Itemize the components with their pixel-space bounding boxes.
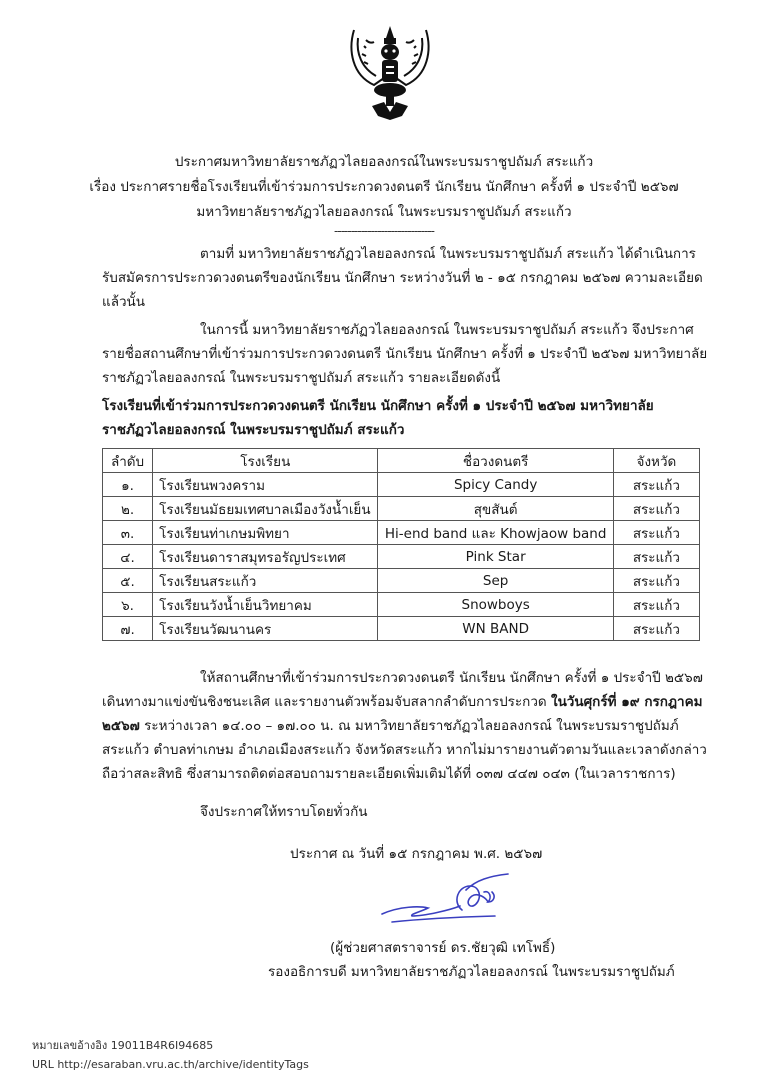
row-band: WN BAND <box>378 617 613 641</box>
row-band: Sep <box>378 569 613 593</box>
row-school: โรงเรียนมัธยมเทศบาลเมืองวังน้ำเย็น <box>153 497 378 521</box>
row-school: โรงเรียนวัฒนานคร <box>153 617 378 641</box>
row-order: ๒. <box>103 497 153 521</box>
row-province: สระแก้ว <box>613 497 699 521</box>
row-band: Pink Star <box>378 545 613 569</box>
table-title-line-2: ราชภัฏวไลยอลงกรณ์ ในพระบรมราชูปถัมภ์ สระแก้ว <box>102 422 405 438</box>
header-order: ลำดับ <box>103 449 153 473</box>
event-date-bold: ในวันศุกร์ที่ ๑๙ กรกฎาคม <box>550 694 703 710</box>
instructions-line-1: ให้สถานศึกษาที่เข้าร่วมการประกวดวงดนตรี นักเรียน นักศึกษา ครั้งที่ ๑ ประจำปี ๒๕๖๗ <box>200 670 703 686</box>
row-school: โรงเรียนดาราสมุทรอรัญประเทศ <box>153 545 378 569</box>
table-header-row <box>103 449 700 473</box>
row-band: Snowboys <box>378 593 613 617</box>
signature-icon <box>380 872 520 927</box>
school-band-table <box>102 448 700 641</box>
paragraph-2-line-3: ราชภัฏวไลยอลงกรณ์ ในพระบรมราชูปถัมภ์ สระแก้ว รายละเอียดดังนี้ <box>102 370 501 386</box>
row-band: Hi-end band และ Khowjaow band <box>378 521 613 545</box>
table-row <box>103 569 700 593</box>
paragraph-1-line-1: ตามที่ มหาวิทยาลัยราชภัฏวไลยอลงกรณ์ ในพระบรมราชูปถัมภ์ สระแก้ว ได้ดำเนินการ <box>200 246 696 262</box>
row-province: สระแก้ว <box>613 617 699 641</box>
table-row <box>103 593 700 617</box>
reference-number: หมายเลขอ้างอิง 19011B4R6I94685 <box>32 1039 214 1052</box>
instructions-line-2 <box>102 690 703 712</box>
row-band: สุขสันต์ <box>378 497 613 521</box>
instructions-line-5: ถือว่าสละสิทธิ ซึ่งสามารถติดต่อสอบถามรายละเอียดเพิ่มเติมได้ที่ ๐๓๗ ๔๔๗ ๐๔๓ (ในเวลาราชการ) <box>102 766 676 782</box>
garuda-emblem-icon <box>344 20 436 122</box>
instructions-line-3 <box>102 714 679 736</box>
instructions-line-4: สระแก้ว ตำบลท่าเกษม อำเภอเมืองสระแก้ว จังหวัดสระแก้ว หากไม่มารายงานตัวตามวันและเวลาดังกล่าว <box>102 742 707 758</box>
announcement-date: ประกาศ ณ วันที่ ๑๕ กรกฎาคม พ.ศ. ๒๕๖๗ <box>290 846 543 862</box>
row-school: โรงเรียนท่าเกษมพิทยา <box>153 521 378 545</box>
row-province: สระแก้ว <box>613 545 699 569</box>
row-band: Spicy Candy <box>378 473 613 497</box>
table-row <box>103 617 700 641</box>
paragraph-2-line-2: รายชื่อสถานศึกษาที่เข้าร่วมการประกวดวงดนตรี นักเรียน นักศึกษา ครั้งที่ ๑ ประจำปี ๒๕๖๗ มหาวิทยาลัย <box>102 346 708 362</box>
table-row <box>103 497 700 521</box>
row-order: ๖. <box>103 593 153 617</box>
table-row <box>103 521 700 545</box>
row-order: ๓. <box>103 521 153 545</box>
row-order: ๔. <box>103 545 153 569</box>
paragraph-2-line-1: ในการนี้ มหาวิทยาลัยราชภัฏวไลยอลงกรณ์ ในพระบรมราชูปถัมภ์ สระแก้ว จึงประกาศ <box>200 322 694 338</box>
table-row <box>103 545 700 569</box>
announcement-subject: เรื่อง ประกาศรายชื่อโรงเรียนที่เข้าร่วมการประกวดวงดนตรี นักเรียน นักศึกษา ครั้งที่ ๑ ประจำปี ๒๕๖๗ <box>89 179 679 195</box>
row-school: โรงเรียนวังน้ำเย็นวิทยาคม <box>153 593 378 617</box>
row-province: สระแก้ว <box>613 593 699 617</box>
announcement-title: ประกาศมหาวิทยาลัยราชภัฏวไลยอลงกรณ์ในพระบรมราชูปถัมภ์ สระแก้ว <box>174 154 594 170</box>
paragraph-1-line-2: รับสมัครการประกวดวงดนตรีของนักเรียน นักศึกษา ระหว่างวันที่ ๒ - ๑๕ กรกฎาคม ๒๕๖๗ ความละเอียด <box>102 270 703 286</box>
signer-title: รองอธิการบดี มหาวิทยาลัยราชภัฏวไลยอลงกรณ์ ในพระบรมราชูปถัมภ์ <box>268 964 675 980</box>
archive-url: URL http://esaraban.vru.ac.th/archive/identityTags <box>32 1058 309 1071</box>
signer-name: (ผู้ช่วยศาสตราจารย์ ดร.ชัยวุฒิ เทโพธิ์) <box>330 940 556 956</box>
row-order: ๗. <box>103 617 153 641</box>
announcement-subject-line2: มหาวิทยาลัยราชภัฏวไลยอลงกรณ์ ในพระบรมราชูปถัมภ์ สระแก้ว <box>196 204 572 220</box>
table-title-line-1: โรงเรียนที่เข้าร่วมการประกวดวงดนตรี นักเรียน นักศึกษา ครั้งที่ ๑ ประจำปี ๒๕๖๗ มหาวิทยาลัย <box>102 398 654 414</box>
row-province: สระแก้ว <box>613 473 699 497</box>
paragraph-1-line-3: แล้วนั้น <box>102 294 146 310</box>
header-band: ชื่อวงดนตรี <box>378 449 613 473</box>
separator-line: ------------------------------ <box>334 224 434 238</box>
instructions-line-2-text: เดินทางมาแข่งขันชิงชนะเลิศ และรายงานตัวพร้อมจับสลากลำดับการประกวด <box>102 694 551 710</box>
row-school: โรงเรียนพวงคราม <box>153 473 378 497</box>
row-school: โรงเรียนสระแก้ว <box>153 569 378 593</box>
closing-notice: จึงประกาศให้ทราบโดยทั่วกัน <box>200 804 368 820</box>
row-province: สระแก้ว <box>613 569 699 593</box>
row-order: ๑. <box>103 473 153 497</box>
header-school: โรงเรียน <box>153 449 378 473</box>
header-province: จังหวัด <box>613 449 699 473</box>
event-year-bold: ๒๕๖๗ <box>102 718 140 734</box>
instructions-line-3-text: ระหว่างเวลา ๑๔.๐๐ – ๑๗.๐๐ น. ณ มหาวิทยาลัยราชภัฏวไลยอลงกรณ์ ในพระบรมราชูปถัมภ์ <box>139 718 679 734</box>
row-order: ๕. <box>103 569 153 593</box>
table-row <box>103 473 700 497</box>
row-province: สระแก้ว <box>613 521 699 545</box>
